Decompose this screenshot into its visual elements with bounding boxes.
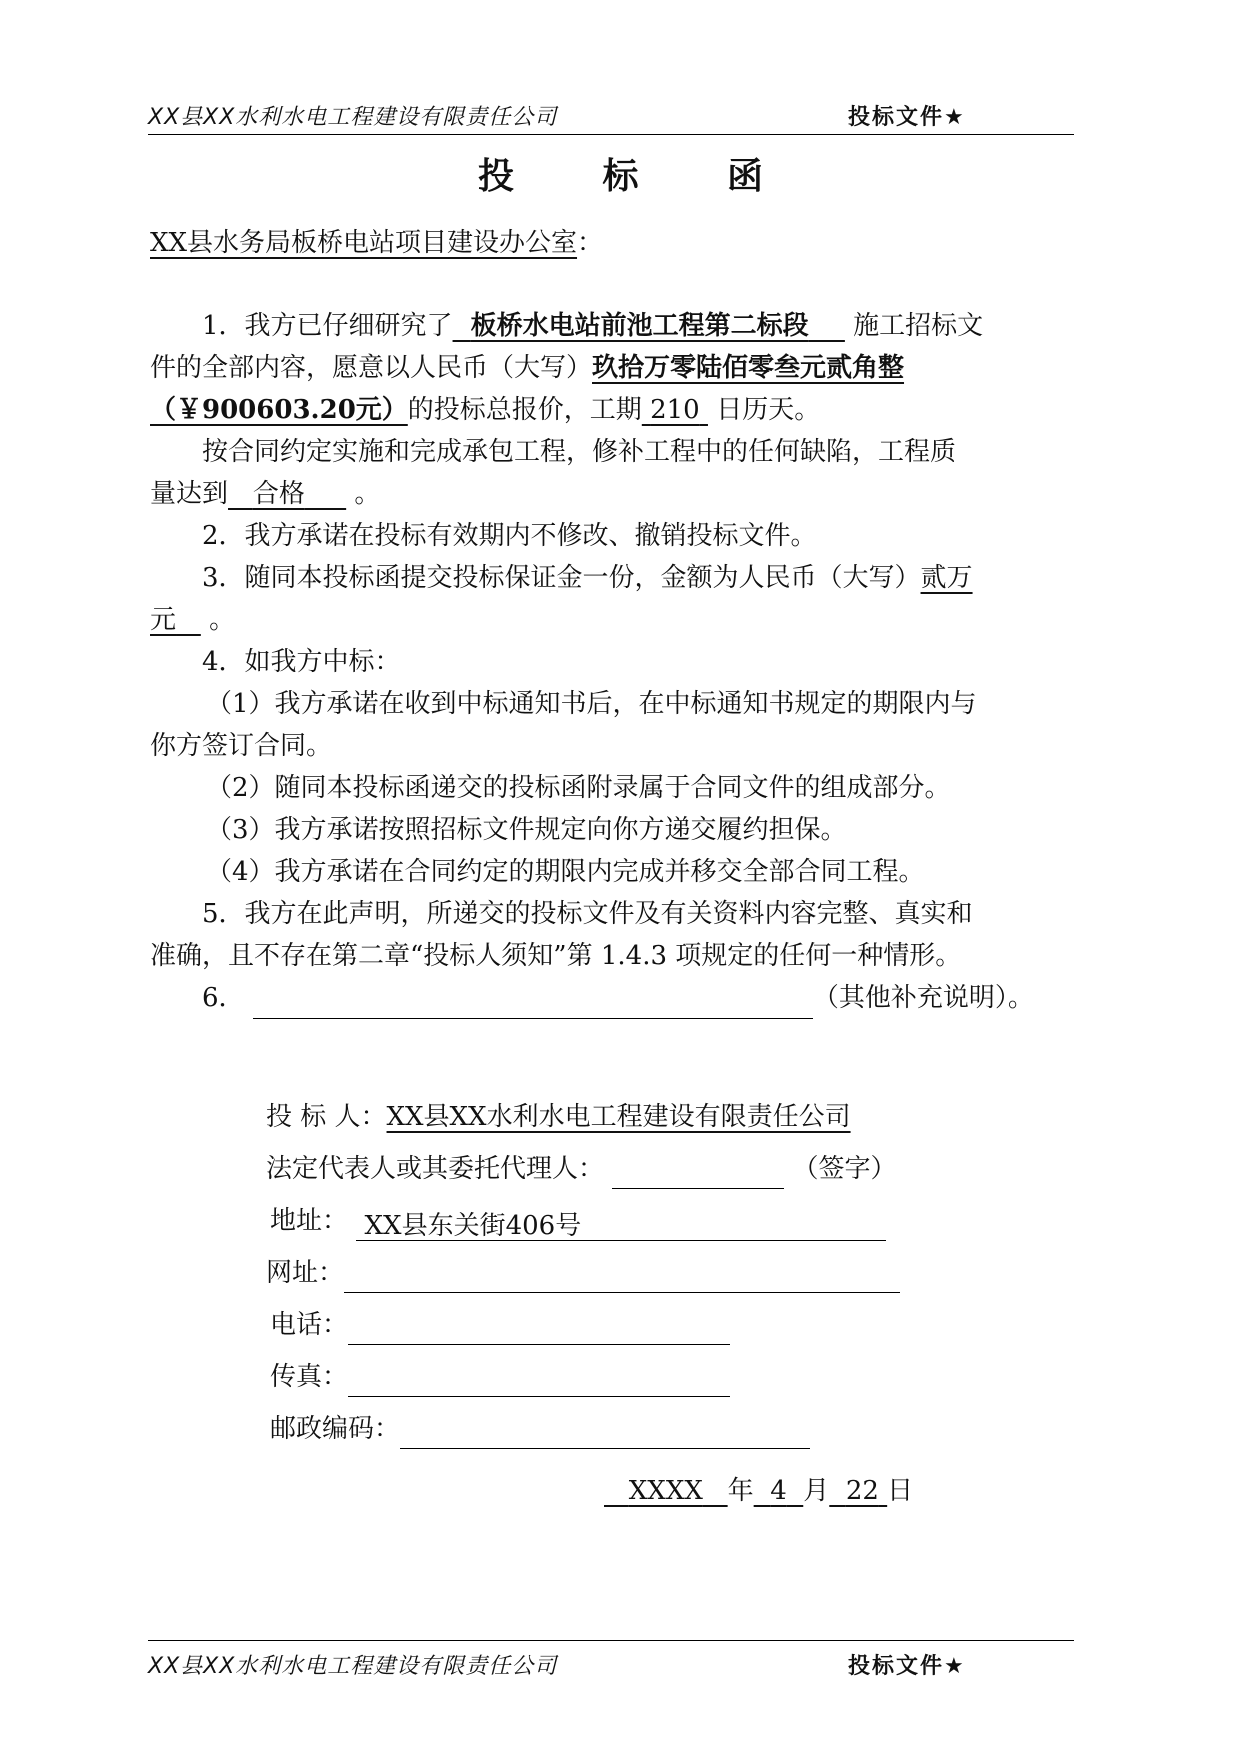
amount-in-figures: （￥900603.20元） [150, 395, 408, 425]
date-line [604, 1471, 913, 1511]
postcode-blank [400, 1418, 810, 1449]
bidder-name: XX县XX水利水电工程建设有限责任公司 [386, 1102, 851, 1132]
date-month [754, 1476, 804, 1506]
representative-label: 法定代表人或其委托代理人： [266, 1154, 605, 1184]
deposit-amount-2 [150, 605, 201, 635]
p1-text-b: 施工招标文 [853, 311, 984, 341]
amount-in-words: 玖拾万零陆佰零叁元贰角整 [592, 353, 905, 383]
supplementary-notes-blank [253, 988, 813, 1019]
footer-company: XX县XX水利水电工程建设有限责任公司 [148, 1654, 558, 1679]
p1-text-a: 1．我方已仔细研究了 [202, 311, 453, 341]
footer-doc-tag: 投标文件★ [848, 1654, 966, 1679]
quality-level [228, 479, 346, 509]
address-value: XX县东关街406号 [364, 1211, 582, 1241]
p1b-text-b: 量达到 [150, 479, 229, 509]
para-6 [150, 977, 1132, 1019]
p1-text-c: 件的全部内容，愿意以人民币（大写） [150, 353, 593, 383]
date-day-value: 22 [845, 1476, 879, 1506]
p1-text-d: 的投标总报价，工期 [407, 395, 642, 425]
para-5-line-2: 准确，且不存在第二章“投标人须知”第 1.4.3 项规定的任何一种情形。 [150, 941, 962, 971]
p6-text-b: （其他补充说明）。 [812, 983, 1034, 1013]
bidder-line [266, 1097, 851, 1137]
date-month-value: 4 [770, 1476, 787, 1506]
fax-blank [348, 1366, 730, 1397]
representative-line [266, 1149, 897, 1189]
para-3-line-1 [150, 557, 1132, 599]
p1b-text-c: 。 [354, 479, 381, 509]
para-4-3: （3）我方承诺按照招标文件规定向你方递交履约担保。 [206, 815, 847, 845]
addressee-line [150, 222, 1080, 264]
para-1-line-3 [150, 389, 1080, 431]
para-4: 4．如我方中标： [202, 647, 401, 677]
para-5-line-1: 5．我方在此声明，所递交的投标文件及有关资料内容完整、真实和 [202, 899, 973, 929]
para-1-line-1 [150, 305, 1132, 347]
addressee: XX县水务局板桥电站项目建设办公室 [150, 228, 578, 258]
para-3-line-2 [150, 599, 1080, 641]
website-blank [344, 1262, 900, 1293]
para-1b-line-2 [150, 473, 1080, 515]
month-label: 月 [803, 1476, 830, 1506]
para-2: 2．我方承诺在投标有效期内不修改、撤销投标文件。 [202, 521, 817, 551]
para-1b-line-1 [150, 431, 1132, 473]
bidder-label: 投 标 人： [266, 1102, 387, 1132]
para-1-line-2 [150, 347, 1080, 389]
document-title: 投 标 函 [477, 155, 802, 197]
date-year [604, 1476, 728, 1506]
fax-line [270, 1357, 730, 1397]
date-year-value: XXXX [628, 1476, 703, 1506]
page-header [148, 96, 1074, 135]
p3-text-a: 3．随同本投标函提交投标保证金一份，金额为人民币（大写） [202, 563, 921, 593]
phone-line [270, 1305, 730, 1345]
address-label: 地址： [270, 1206, 349, 1236]
address-field [356, 1206, 886, 1241]
p6-text-a: 6． [202, 983, 245, 1013]
address-line [270, 1201, 886, 1241]
day-label: 日 [887, 1476, 914, 1506]
para-4-4: （4）我方承诺在合同约定的期限内完成并移交全部合同工程。 [206, 857, 925, 887]
postcode-label: 邮政编码： [270, 1414, 401, 1444]
p3-text-b: 。 [209, 605, 236, 635]
para-4-1-line-2: 你方签订合同。 [150, 731, 333, 761]
page-footer [148, 1640, 1074, 1679]
deposit-amount-1: 贰万 [920, 563, 973, 593]
project-name [453, 311, 845, 341]
phone-label: 电话： [270, 1310, 349, 1340]
duration-days [642, 395, 708, 425]
website-label: 网址： [266, 1258, 345, 1288]
year-label: 年 [727, 1476, 754, 1506]
fax-label: 传真： [270, 1362, 349, 1392]
para-4-1-line-1: （1）我方承诺在收到中标通知书后，在中标通知书规定的期限内与 [206, 689, 977, 719]
header-doc-tag: 投标文件★ [848, 105, 966, 130]
phone-blank [348, 1314, 730, 1345]
date-day [829, 1476, 887, 1506]
deposit-amount-2-text: 元 [150, 605, 177, 635]
header-company: XX县XX水利水电工程建设有限责任公司 [148, 105, 558, 130]
signature-note: （签字） [792, 1154, 897, 1184]
addressee-suffix: ： [577, 228, 604, 258]
quality-value: 合格 [252, 479, 305, 509]
postcode-line [270, 1409, 810, 1449]
duration-value: 210 [650, 395, 700, 425]
representative-signature-blank [612, 1158, 784, 1189]
p1b-text-a: 按合同约定实施和完成承包工程，修补工程中的任何缺陷，工程质 [202, 437, 957, 467]
para-4-2: （2）随同本投标函递交的投标函附录属于合同文件的组成部分。 [206, 773, 951, 803]
project-name-text: 板桥水电站前池工程第二标段 [470, 311, 809, 341]
p1-text-e: 日历天。 [716, 395, 821, 425]
website-line [266, 1253, 900, 1293]
